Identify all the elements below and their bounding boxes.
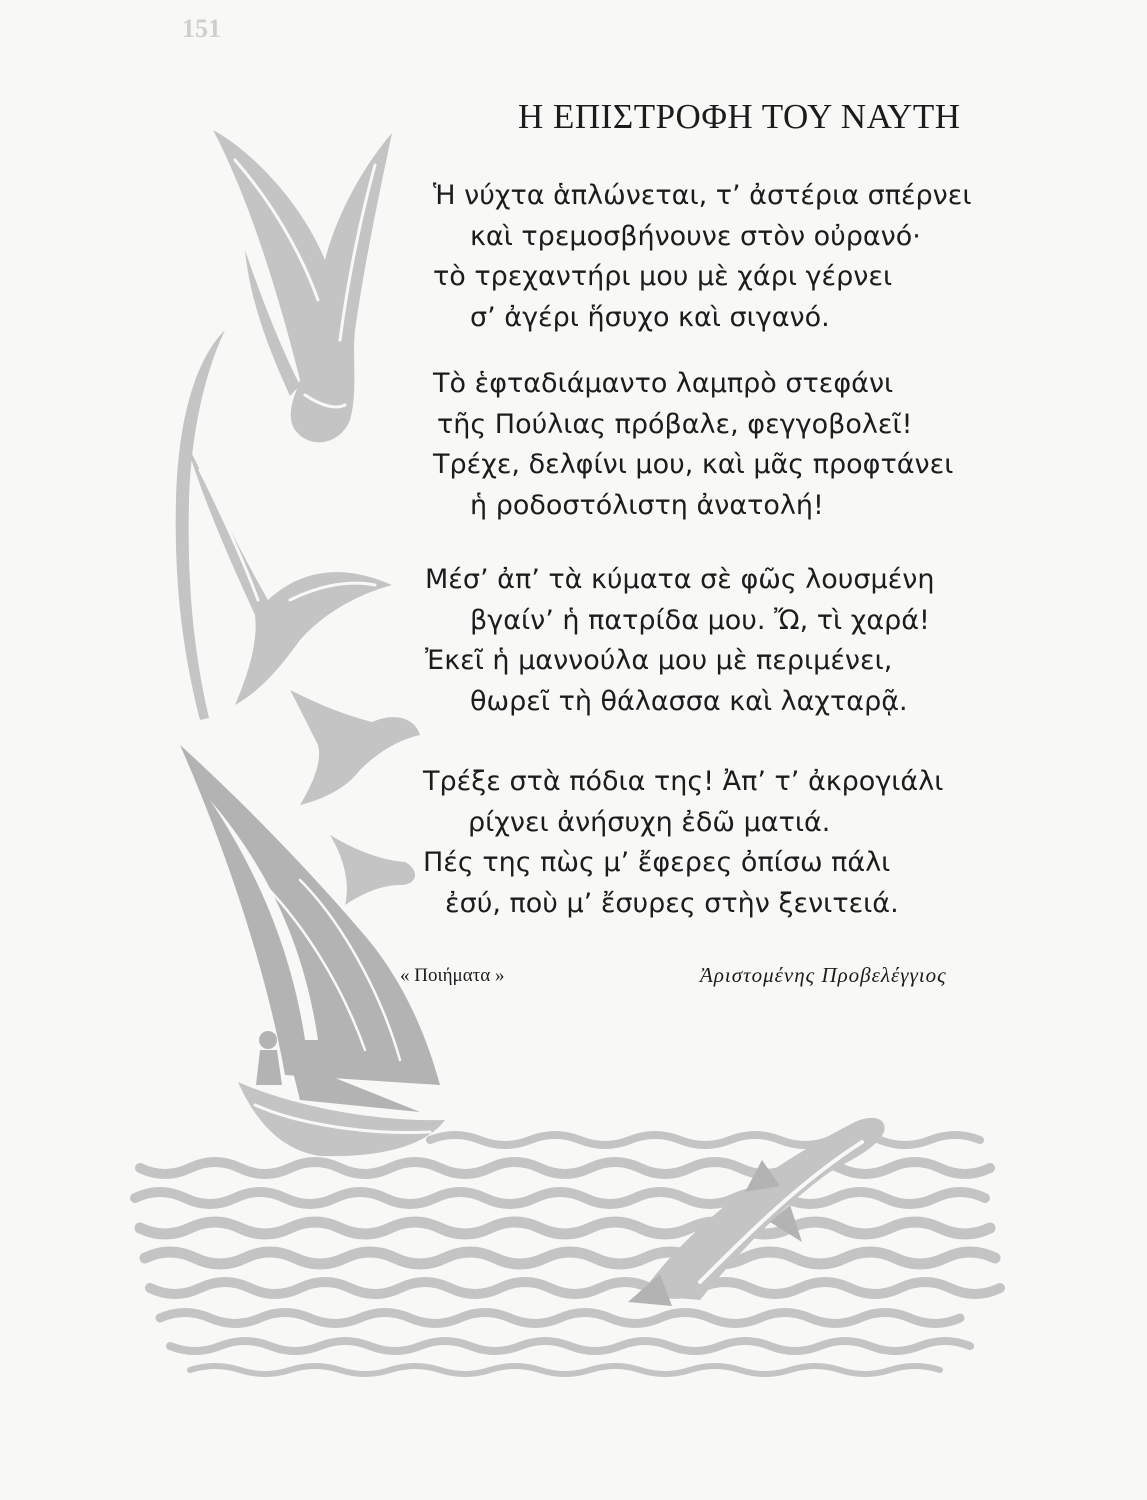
poem-line: καὶ τρεμοσβήνουνε στὸν οὐρανό· (470, 220, 921, 252)
wave-line (145, 1252, 995, 1264)
wave-line (140, 1222, 990, 1234)
dolphin-illustration (640, 1118, 885, 1300)
poem-line: Μέσ’ ἀπ’ τὰ κύματα σὲ φῶς λουσμένη (425, 564, 935, 595)
wave-line (160, 1313, 960, 1324)
wave-line (190, 1366, 940, 1374)
poem-author: Ἀριστομένης Προβελέγγιος (700, 963, 947, 987)
poem-line: τὸ τρεχαντήρι μου μὲ χάρι γέρνει (433, 261, 893, 292)
poem-line: Ἡ νύχτα ἁπλώνεται, τ’ ἀστέρια σπέρνει (433, 180, 972, 211)
poem-line: Πές της πὼς μ’ ἔφερες ὀπίσω πάλι (423, 847, 891, 878)
poem-line: Τρέξε στὰ πόδια της! Ἀπ’ τ’ ἀκρογιάλι (423, 766, 944, 797)
poem-line: Ἐκεῖ ἡ μαννούλα μου μὲ περιμένει, (425, 645, 893, 676)
poem-source: « Ποιήματα » (400, 965, 505, 986)
wave-line (150, 1282, 1000, 1294)
stanza (433, 364, 953, 526)
seagull-illustration (185, 440, 392, 705)
sailor-head (259, 1031, 277, 1049)
poem-line: Τρέχε, δελφίνι μου, καὶ μᾶς προφτάνει (433, 449, 954, 480)
seagull-illustration (330, 835, 415, 905)
seagull-illustration (290, 690, 420, 805)
poem-line: θωρεῖ τὴ θάλασσα καὶ λαχταρᾷ. (470, 685, 908, 717)
poem-line: Τὸ ἑφταδιάμαντο λαμπρὸ στεφάνι (433, 368, 894, 399)
wave-line (430, 1135, 980, 1145)
stanza (425, 560, 935, 722)
poem-line: τῆς Πούλιας πρόβαλε, φεγγοβολεῖ! (437, 408, 913, 440)
stanza (423, 762, 943, 924)
sailor-figure (256, 1050, 282, 1085)
seagull-illustration (213, 130, 392, 442)
poem-line: ἡ ροδοστόλιστη ἀνατολή! (470, 489, 824, 521)
wave-line (170, 1341, 970, 1351)
wave-line (135, 1192, 985, 1204)
page-number: 151 (182, 14, 221, 43)
wave-line (140, 1162, 990, 1174)
poem-line: ρίχνει ἀνήσυχη ἐδῶ ματιά. (468, 806, 831, 838)
poem-title: Η ΕΠΙΣΤΡΟΦΗ ΤΟΥ ΝΑΥΤΗ (518, 97, 961, 136)
stanza (433, 176, 972, 338)
poem-line: ἐσύ, ποὺ μ’ ἔσυρες στὴν ξενιτειά. (445, 887, 899, 919)
poem-line: σ’ ἀγέρι ἥσυχο καὶ σιγανό. (470, 301, 830, 333)
poem-line: βγαίν’ ἡ πατρίδα μου. Ὤ, τὶ χαρά! (470, 604, 930, 636)
